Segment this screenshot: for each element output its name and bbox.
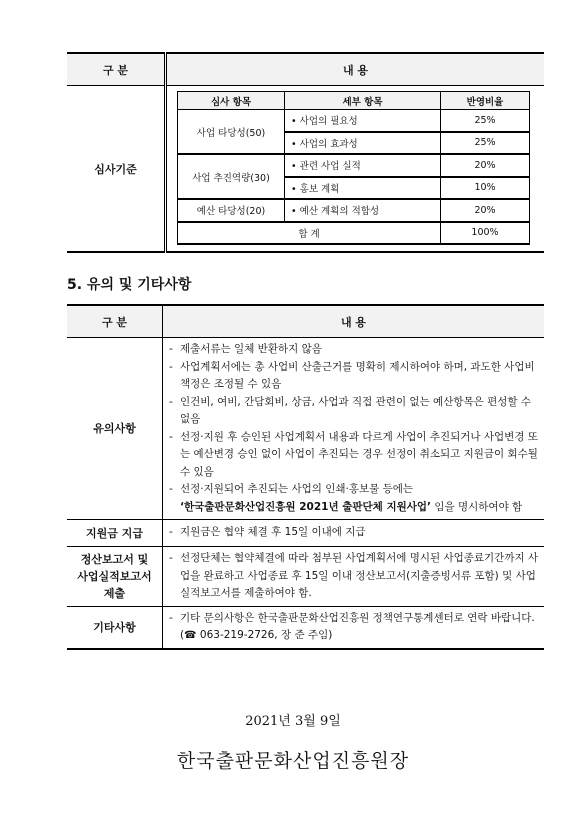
criteria-ratio: 10% [441, 177, 530, 200]
inner-header-item: 심사 항목 [178, 92, 285, 110]
list-item: - 선정·지원 후 승인된 사업계획서 내용과 다르게 사업이 추진되거나 사업변경 또는 예산변경 승인 없이 사업이 추진되는 경우 선정이 취소되고 지원금이 회수될 수 있음 [169, 430, 538, 478]
row-label-other: 기타사항 [67, 606, 163, 649]
criteria-item: 예산 타당성(20) [178, 199, 285, 222]
row-label-criteria: 심사기준 [67, 86, 166, 253]
inner-header-detail: 세부 항목 [285, 92, 441, 110]
issuer-name: 한국출판문화산업진흥원장 [176, 750, 410, 772]
total-value: 100% [441, 222, 530, 245]
header-category: 구 분 [67, 53, 166, 86]
list-item: - 기타 문의사항은 한국출판문화산업진흥원 정책연구통계센터로 연락 바랍니다. (☎ 063-219-2726, 장 준 주임) [169, 610, 540, 645]
criteria-detail: • 관련 사업 실적 [285, 154, 441, 177]
notes-content [163, 338, 545, 520]
inner-header-ratio: 반영비율 [441, 92, 530, 110]
total-label: 합 계 [178, 222, 441, 245]
criteria-inner-table [177, 91, 530, 245]
list-item: - 선정·지원되어 추진되는 사업의 인쇄·홍보물 등에는 [169, 483, 414, 495]
list-item: - 지원금은 협약 체결 후 15일 이내에 지급 [169, 526, 366, 539]
row-label-notes: 유의사항 [67, 338, 163, 520]
emphasis-line: ‘한국출판문화산업진흥원 2021년 출판단체 지원사업’ 임을 명시하여야 함 [180, 500, 523, 513]
evaluation-criteria-table [67, 52, 544, 253]
criteria-item: 사업 추진역량(30) [178, 154, 285, 199]
list-item: - 제출서류는 일체 반환하지 않음 [169, 343, 322, 355]
criteria-ratio: 25% [441, 110, 530, 132]
list-item: - 사업계획서에는 총 사업비 산출근거를 명확히 제시하여야 하며, 과도한 사업비 책정은 조정될 수 있음 [169, 360, 535, 390]
other-content [163, 606, 545, 649]
list-item: - 인건비, 여비, 간담회비, 상금, 사업과 직접 관련이 없는 예산항목은 편성할 수 없음 [169, 395, 532, 425]
phone-icon: ☎ [184, 630, 197, 641]
criteria-detail: • 홍보 계획 [285, 177, 441, 200]
row-label-report: 정산보고서 및 사업실적보고서 제출 [67, 547, 163, 607]
criteria-item: 사업 타당성(50) [178, 110, 285, 155]
list-item: - 선정단체는 협약체결에 따라 첨부된 사업계획서에 명시된 사업종료기간까지 사업을 완료하고 사업종료 후 15일 이내 정산보고서(지출증빙서류 포함) 및 사업실적보고서를 제출하여야 함. [169, 552, 539, 599]
criteria-ratio: 25% [441, 132, 530, 155]
header-content: 내 용 [166, 53, 545, 86]
notes-table [67, 304, 544, 650]
criteria-detail: • 예산 계획의 적합성 [285, 199, 441, 222]
criteria-ratio: 20% [441, 154, 530, 177]
payment-content [163, 520, 545, 547]
criteria-ratio: 20% [441, 199, 530, 222]
criteria-detail: • 사업의 필요성 [285, 110, 441, 132]
header-category: 구 분 [67, 305, 163, 338]
section-title: 5. 유의 및 기타사항 [67, 277, 192, 293]
header-content: 내 용 [163, 305, 545, 338]
report-content [163, 547, 545, 607]
criteria-detail: • 사업의 효과성 [285, 132, 441, 155]
document-date: 2021년 3월 9일 [245, 714, 341, 729]
row-label-payment: 지원금 지급 [67, 520, 163, 547]
